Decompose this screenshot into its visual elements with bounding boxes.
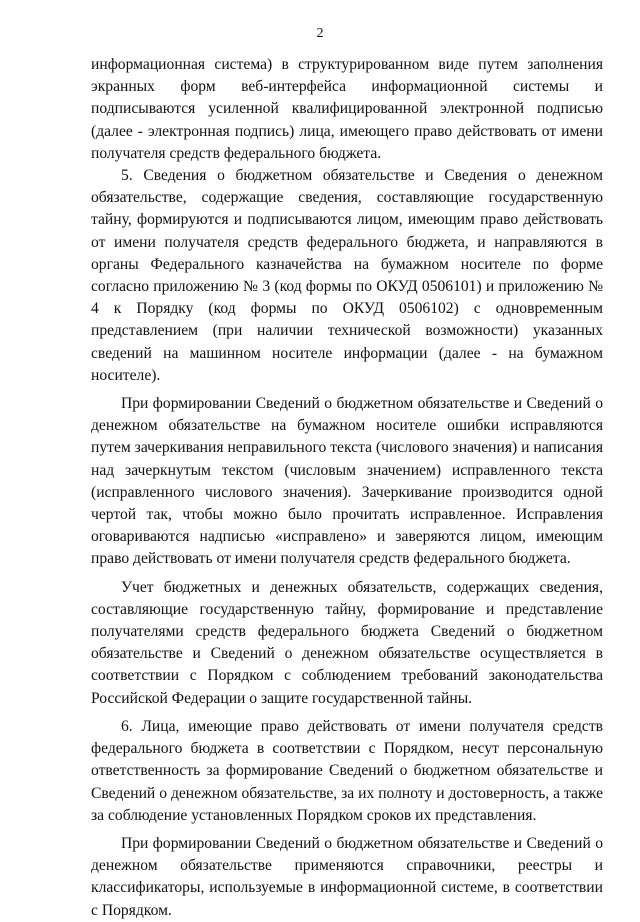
paragraph-classifiers: При формировании Сведений о бюджетном обязательстве и Сведений о денежном обязательстве применяются справочники, реестры и классификаторы, используемые в информационной системе, в соответствии с Порядком. [91, 834, 603, 919]
paragraph-state-secret: Учет бюджетных и денежных обязательств, содержащих сведения, составляющие государственную тайну, формирование и представление получателями средств федерального бюджета Сведений о бюджетном обязательстве и Сведений о денежном обязательстве осуществляется в соответствии с Порядком с соблюдением требований законодательства Российской Федерации о защите государственной тайны. [91, 578, 603, 707]
paragraph-corrections: При формировании Сведений о бюджетном обязательстве и Сведений о денежном обязательстве на бумажном носителе ошибки исправляются путем зачеркивания неправильного текста (числового значения) и написания над зачеркнутым текстом (числовым значением) исправленного текста (исправленного числового значения). Зачеркивание производится одной чертой так, чтобы можно было прочитать исправленное. Исправления оговариваются надписью «исправлено» и заверяются лицом, имеющим право действовать от имени получателя средств федерального бюджета. [91, 395, 603, 568]
paragraph-item-6: 6. Лица, имеющие право действовать от имени получателя средств федерального бюджета в соответствии с Порядком, несут персональную ответственность за формирование Сведений о бюджетном обязательстве и Сведений о денежном обязательстве, за их полноту и достоверность, а также за соблюдение установленных Порядком сроков их представления. [91, 717, 603, 824]
document-body [91, 54, 603, 922]
paragraph-continuation: информационная система) в структурированном виде путем заполнения экранных форм веб-интерфейса информационной системы и подписываются усиленной квалифицированной электронной подписью (далее - электронная подпись) лица, имеющего право действовать от имени получателя средств федерального бюджета. [91, 56, 603, 162]
page-number: 2 [316, 26, 324, 41]
paragraph-item-5: 5. Сведения о бюджетном обязательстве и Сведения о денежном обязательстве, содержащие сведения, составляющие государственную тайну, формируются и подписываются лицом, имеющим право действовать от имени получателя средств федерального бюджета, и направляются в органы Федерального казначейства на бумажном носителе по форме согласно приложению № 3 (код формы по ОКУД 0506101) и приложению № 4 к Порядку (код формы по ОКУД 0506102) с одновременным представлением (при наличии технической возможности) указанных сведений на машинном носителе информации (далее - на бумажном носителе). [91, 167, 603, 384]
